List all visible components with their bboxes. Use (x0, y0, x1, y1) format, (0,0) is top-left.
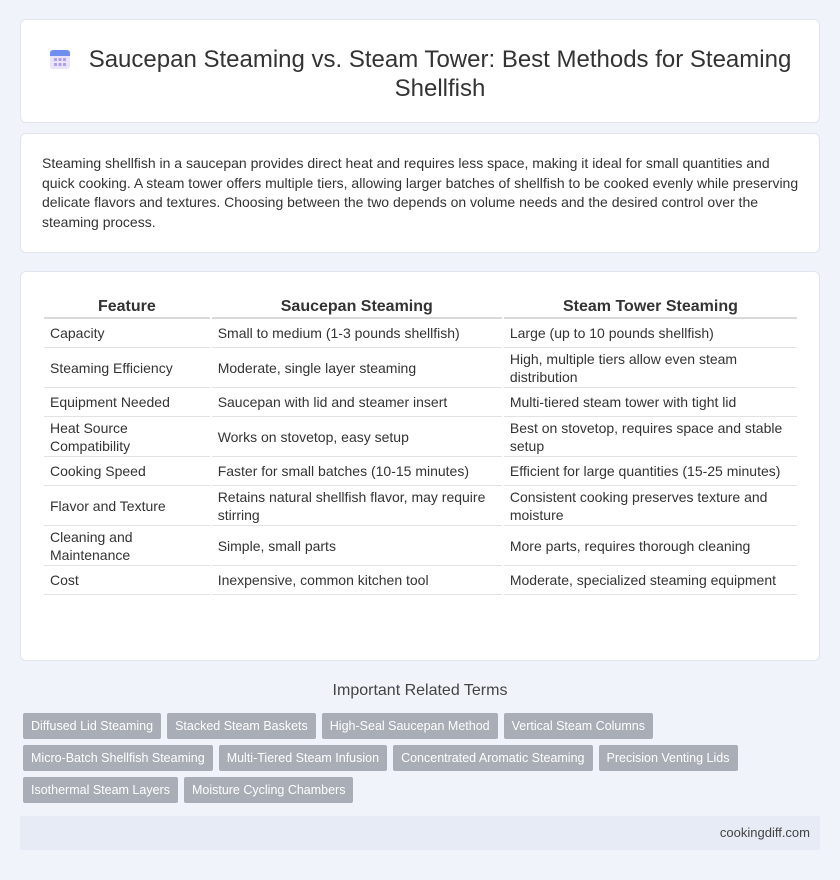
related-terms-list (23, 713, 823, 809)
steam-tower-cell: Best on stovetop, requires space and stable setup (504, 417, 797, 457)
related-term-tag[interactable]: Vertical Steam Columns (504, 713, 653, 739)
steam-tower-cell: Efficient for large quantities (15-25 minutes) (504, 457, 797, 486)
footer-site-name[interactable]: cookingdiff.com (719, 825, 810, 840)
title-wrap (45, 45, 799, 103)
steam-tower-cell: High, multiple tiers allow even steam distribution (504, 348, 797, 388)
table-row (44, 566, 797, 595)
saucepan-cell: Faster for small batches (10-15 minutes) (212, 457, 502, 486)
comparison-table (42, 297, 799, 595)
table-row (44, 457, 797, 486)
saucepan-cell: Small to medium (1-3 pounds shellfish) (212, 319, 502, 348)
table-row (44, 348, 797, 388)
column-header-saucepan: Saucepan Steaming (212, 297, 502, 319)
table-row (44, 319, 797, 348)
related-term-tag[interactable]: Multi-Tiered Steam Infusion (219, 745, 387, 771)
table-row (44, 417, 797, 457)
related-terms-heading: Important Related Terms (332, 682, 508, 699)
feature-cell: Heat Source Compatibility (44, 417, 210, 457)
saucepan-cell: Moderate, single layer steaming (212, 348, 502, 388)
feature-cell: Equipment Needed (44, 388, 210, 417)
related-term-tag[interactable]: Isothermal Steam Layers (23, 777, 178, 803)
feature-cell: Cost (44, 566, 210, 595)
footer-bar (20, 816, 820, 850)
comparison-table-card (20, 271, 820, 661)
table-row (44, 486, 797, 526)
feature-cell: Cleaning and Maintenance (44, 526, 210, 566)
intro-card (20, 133, 820, 253)
header-card (20, 19, 820, 123)
related-term-tag[interactable]: Stacked Steam Baskets (167, 713, 316, 739)
steam-tower-cell: Multi-tiered steam tower with tight lid (504, 388, 797, 417)
saucepan-cell: Saucepan with lid and steamer insert (212, 388, 502, 417)
column-header-feature: Feature (44, 297, 210, 319)
feature-cell: Cooking Speed (44, 457, 210, 486)
table-row (44, 388, 797, 417)
related-term-tag[interactable]: Moisture Cycling Chambers (184, 777, 354, 803)
table-header-row (44, 297, 797, 319)
feature-cell: Steaming Efficiency (44, 348, 210, 388)
column-header-steam-tower: Steam Tower Steaming (504, 297, 797, 319)
intro-paragraph: Steaming shellfish in a saucepan provides direct heat and requires less space, making it ideal for small quantities and quick cooking. A steam tower offers multiple tiers, allowing larger batches of shellfish to be cooked evenly while preserving delicate flavors and textures. Choosing between the two depends on volume needs and the desired control over the steaming process. (42, 155, 799, 230)
feature-cell: Flavor and Texture (44, 486, 210, 526)
related-term-tag[interactable]: High-Seal Saucepan Method (322, 713, 498, 739)
related-term-tag[interactable]: Precision Venting Lids (599, 745, 738, 771)
steam-tower-cell: Large (up to 10 pounds shellfish) (504, 319, 797, 348)
page-title: Saucepan Steaming vs. Steam Tower: Best Methods for Steaming Shellfish (88, 46, 792, 102)
related-term-tag[interactable]: Diffused Lid Steaming (23, 713, 161, 739)
related-term-tag[interactable]: Concentrated Aromatic Steaming (393, 745, 592, 771)
steam-tower-cell: Moderate, specialized steaming equipment (504, 566, 797, 595)
saucepan-cell: Simple, small parts (212, 526, 502, 566)
saucepan-cell: Inexpensive, common kitchen tool (212, 566, 502, 595)
steam-tower-cell: More parts, requires thorough cleaning (504, 526, 797, 566)
steam-tower-cell: Consistent cooking preserves texture and moisture (504, 486, 797, 526)
table-row (44, 526, 797, 566)
saucepan-cell: Retains natural shellfish flavor, may require stirring (212, 486, 502, 526)
feature-cell: Capacity (44, 319, 210, 348)
related-term-tag[interactable]: Micro-Batch Shellfish Steaming (23, 745, 213, 771)
saucepan-cell: Works on stovetop, easy setup (212, 417, 502, 457)
